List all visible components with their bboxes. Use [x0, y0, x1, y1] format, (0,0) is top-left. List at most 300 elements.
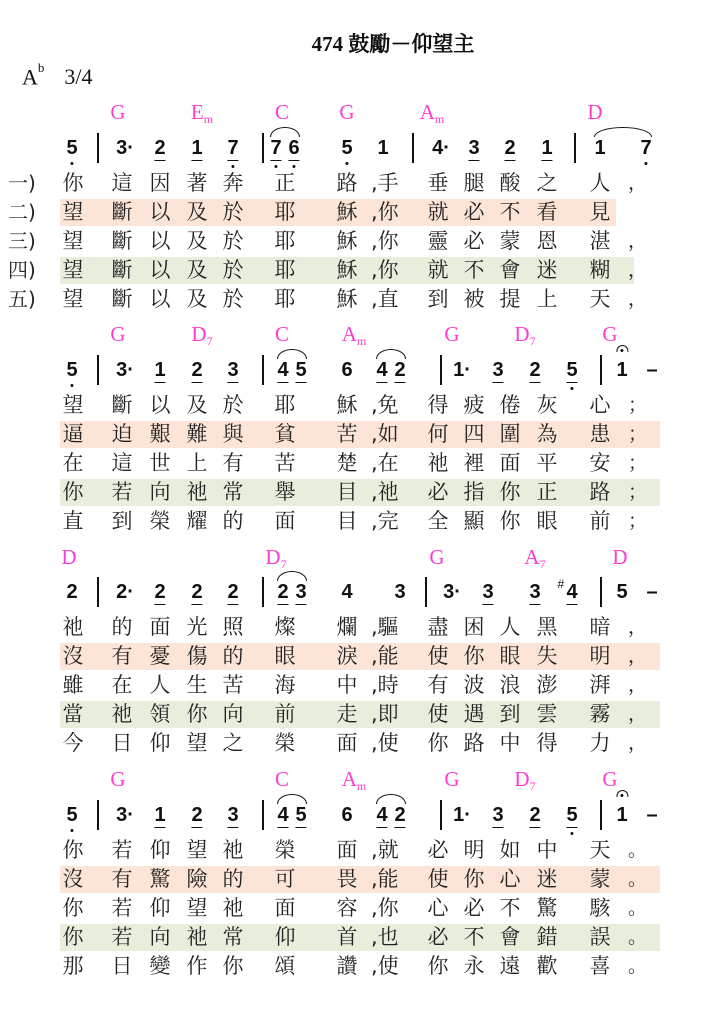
lyric-char: 的	[111, 615, 133, 639]
lyric-char: 於	[222, 229, 244, 253]
chord-root: C	[274, 767, 290, 791]
lyric-char: 在	[62, 451, 84, 475]
note-digit: 1	[616, 359, 627, 381]
lyric-char: 人	[499, 615, 521, 639]
lyric-char: 必	[463, 229, 485, 253]
lyric-char: ,你	[371, 258, 399, 282]
note	[566, 804, 577, 826]
lyric-char: 這	[111, 451, 133, 475]
lyric-char: 於	[222, 200, 244, 224]
lyric-char: 穌	[336, 200, 358, 224]
lyric-char: 若	[111, 896, 133, 920]
note-digit: 3	[492, 359, 504, 381]
lyric-char: 波	[463, 673, 485, 697]
chord-symbol	[110, 100, 125, 125]
lyric-char: 面	[149, 615, 171, 639]
note-digit: 3	[482, 581, 494, 603]
chord-quality: 7	[280, 557, 287, 571]
lyric-char: 爛	[336, 615, 358, 639]
chord-root: G	[110, 767, 126, 791]
chord-symbol	[602, 322, 617, 347]
lyric-char: 目	[336, 509, 358, 533]
note-digit: 7	[640, 137, 651, 159]
bar-line	[600, 800, 602, 830]
chord-root: C	[274, 100, 290, 124]
key-accidental: b	[37, 60, 45, 75]
lyric-char: 困	[463, 615, 485, 639]
lyric-char: 天	[589, 287, 611, 311]
lower-octave-dot-icon	[571, 387, 574, 390]
chord-symbol	[514, 322, 535, 349]
lyric-char: 於	[222, 393, 244, 417]
lyric-punctuation: ，	[628, 616, 648, 638]
note	[341, 804, 352, 826]
lyric-char: 澎	[536, 673, 558, 697]
lyric-char: 你	[463, 644, 485, 668]
lyric-char: ,時	[371, 673, 399, 697]
lyric-char: 及	[186, 393, 208, 417]
note	[154, 804, 165, 826]
chord-quality: 7	[206, 334, 213, 348]
lyric-char: 向	[222, 702, 244, 726]
chord-symbol	[275, 322, 289, 347]
chord-root: D	[191, 322, 207, 346]
note	[227, 581, 238, 603]
note-digit: 3	[295, 581, 307, 603]
lyric-char: 苦	[336, 422, 358, 446]
lyric-punctuation: ；	[628, 394, 648, 416]
note-digit: 3	[394, 581, 406, 603]
lyric-punctuation: ，	[628, 172, 648, 194]
lyric-char: 路	[336, 171, 358, 195]
lyric-char: 你	[222, 954, 244, 978]
lyric-char: 這	[111, 171, 133, 195]
lyric-char: 垂	[427, 171, 449, 195]
chord-root: C	[274, 322, 290, 346]
note	[468, 137, 479, 159]
note	[341, 137, 352, 159]
lyric-char: 糊	[589, 258, 611, 282]
lyric-char: ,你	[371, 229, 399, 253]
note-digit: 5	[341, 137, 352, 159]
lyric-char: 灰	[536, 393, 558, 417]
lyric-char: 你	[499, 509, 521, 533]
note	[191, 137, 202, 159]
lyric-char: 到	[499, 702, 521, 726]
chord-symbol	[612, 545, 627, 570]
lyric-char: ,即	[371, 702, 399, 726]
note	[277, 581, 288, 603]
note-digit: 2	[191, 804, 203, 826]
chord-symbol	[191, 322, 212, 349]
note	[616, 804, 627, 826]
note	[616, 581, 627, 603]
note-digit: 3·	[116, 137, 134, 159]
tie-arc-icon	[594, 127, 652, 137]
note	[394, 359, 405, 381]
lyric-char: 望	[62, 229, 84, 253]
note-digit: 2	[529, 804, 541, 826]
note-digit: 2·	[116, 581, 134, 603]
note-digit: 6	[288, 137, 299, 161]
lyric-char: 之	[536, 171, 558, 195]
lyric-char: 常	[222, 925, 244, 949]
lyric-char: 得	[427, 393, 449, 417]
note-digit: 3·	[116, 359, 134, 381]
note-digit: 7	[270, 137, 281, 161]
note-digit: 2	[394, 359, 406, 381]
key-signature	[22, 60, 93, 90]
lyric-char: 你	[463, 867, 485, 891]
chord-quality: m	[356, 334, 367, 348]
lyric-char: 逼	[62, 422, 84, 446]
note	[492, 359, 503, 381]
lyric-punctuation: ；	[628, 510, 648, 532]
lyric-char: 迷	[536, 867, 558, 891]
lyric-char: 耶	[274, 393, 296, 417]
lyric-char: 沒	[62, 867, 84, 891]
lower-octave-dot-icon	[645, 162, 648, 165]
lyric-char: 的	[222, 509, 244, 533]
lyric-char: 到	[427, 287, 449, 311]
chord-root: D	[61, 545, 77, 569]
lyric-char: 榮	[274, 838, 296, 862]
lyric-char: 人	[589, 171, 611, 195]
lyric-char: 上	[536, 287, 558, 311]
lyric-char: ,你	[371, 896, 399, 920]
bar-line	[97, 577, 99, 607]
note-digit: 5	[616, 581, 628, 603]
lyric-char: 明	[589, 644, 611, 668]
note	[432, 137, 450, 159]
lyric-char: 淚	[336, 644, 358, 668]
chord-symbol	[429, 545, 444, 570]
lyric-char: 作	[186, 954, 208, 978]
lyric-char: 靈	[427, 229, 449, 253]
lower-octave-dot-icon	[293, 165, 296, 168]
lyric-char: ,在	[371, 451, 399, 475]
lyric-char: ,手	[371, 171, 399, 195]
lyric-char: 為	[536, 422, 558, 446]
note-digit: 5	[295, 804, 307, 826]
lower-octave-dot-icon	[71, 829, 74, 832]
lower-octave-dot-icon	[571, 832, 574, 835]
lyric-char: 耶	[274, 258, 296, 282]
lyric-char: ,使	[371, 954, 399, 978]
note	[529, 359, 540, 381]
lyric-char: 奔	[222, 171, 244, 195]
lyric-char: 穌	[336, 393, 358, 417]
lyric-char: 中	[336, 673, 358, 697]
verse-number: 五)	[8, 287, 36, 311]
note	[116, 359, 134, 381]
lyric-char: 憂	[149, 644, 171, 668]
note-digit: 3	[492, 804, 504, 826]
lyric-char: 穌	[336, 229, 358, 253]
lyric-char: 可	[274, 867, 296, 891]
chord-quality: m	[356, 779, 367, 793]
note	[453, 804, 471, 826]
lyric-char: 若	[111, 838, 133, 862]
lyric-char: 楚	[336, 451, 358, 475]
lyric-char: 常	[222, 480, 244, 504]
lyric-char: 駭	[589, 896, 611, 920]
lyric-char: 湛	[589, 229, 611, 253]
lyric-char: 生	[186, 673, 208, 697]
lyric-char: 不	[499, 200, 521, 224]
note-digit: 1	[616, 804, 627, 826]
lyric-char: 霧	[589, 702, 611, 726]
note-digit: 2	[191, 581, 203, 603]
chord-symbol	[444, 767, 459, 792]
lyric-punctuation: 。	[628, 926, 648, 948]
chord-symbol	[265, 545, 286, 572]
lyric-char: 你	[186, 702, 208, 726]
lyric-char: 前	[274, 702, 296, 726]
note	[566, 359, 577, 381]
bar-line	[425, 577, 427, 607]
lyric-char: 今	[62, 731, 84, 755]
lyric-char: 照	[222, 615, 244, 639]
note-digit: 2	[529, 359, 541, 381]
lyric-char: 以	[149, 393, 171, 417]
lyric-char: 提	[499, 287, 521, 311]
lyric-char: 艱	[149, 422, 171, 446]
chord-root: A	[524, 545, 540, 569]
lyric-char: 顯	[463, 509, 485, 533]
lyric-char: 仰	[274, 925, 296, 949]
note-digit: 2	[227, 581, 239, 603]
note-digit: 6	[341, 804, 353, 826]
tie-arc-icon	[376, 349, 406, 359]
sustain-dash: –	[646, 804, 658, 826]
lyric-char: 著	[186, 171, 208, 195]
lyric-char: 苦	[222, 673, 244, 697]
lyric-char: 望	[62, 258, 84, 282]
lyric-char: 誤	[589, 925, 611, 949]
note	[529, 804, 540, 826]
note	[227, 359, 238, 381]
lyric-char: 舉	[274, 480, 296, 504]
lyric-char: 心	[427, 896, 449, 920]
lyric-char: 四	[463, 422, 485, 446]
lyric-char: 有	[427, 673, 449, 697]
note-digit: 4	[341, 581, 353, 603]
lyric-char: 祂	[222, 896, 244, 920]
chord-symbol	[602, 767, 617, 792]
lyric-char: ,驅	[371, 615, 399, 639]
lyric-char: 你	[62, 171, 84, 195]
lyric-char: 恩	[536, 229, 558, 253]
lyric-char: 望	[62, 287, 84, 311]
lyric-char: 必	[463, 200, 485, 224]
chord-quality: m	[203, 112, 214, 126]
lyric-char: 直	[62, 509, 84, 533]
lyric-char: 變	[149, 954, 171, 978]
lyric-char: 路	[463, 731, 485, 755]
note-digit: 1	[377, 137, 389, 159]
lyric-char: ,就	[371, 838, 399, 862]
lyric-char: 若	[111, 925, 133, 949]
lyric-punctuation: ；	[628, 481, 648, 503]
chord-symbol	[275, 100, 289, 125]
lyric-char: 酸	[499, 171, 521, 195]
lyric-punctuation: ，	[628, 645, 648, 667]
bar-line	[600, 355, 602, 385]
lyric-char: 耀	[186, 509, 208, 533]
verse-number: 四)	[8, 258, 36, 282]
lyric-char: 望	[186, 731, 208, 755]
sharp-icon: #	[557, 577, 565, 591]
lyric-char: 斷	[111, 258, 133, 282]
note	[227, 804, 238, 826]
lyric-char: 畏	[336, 867, 358, 891]
note	[443, 581, 461, 603]
note-digit: 3	[529, 581, 541, 603]
note	[341, 581, 352, 603]
chord-root: A	[419, 100, 435, 124]
lyric-char: 力	[589, 731, 611, 755]
note-digit: 2	[277, 581, 289, 603]
chord-root: G	[110, 322, 126, 346]
lyric-char: 穌	[336, 287, 358, 311]
note	[295, 804, 306, 826]
note-digit: 5	[566, 359, 577, 383]
note	[191, 359, 202, 381]
lyric-char: 迷	[536, 258, 558, 282]
lyric-char: 永	[463, 954, 485, 978]
lyric-char: 仰	[149, 896, 171, 920]
note	[492, 804, 503, 826]
lyric-char: 指	[463, 480, 485, 504]
note	[377, 137, 388, 159]
chord-root: G	[339, 100, 355, 124]
lyric-punctuation: ，	[628, 288, 648, 310]
note	[594, 137, 605, 159]
note	[529, 581, 540, 603]
note	[557, 577, 578, 603]
lyric-char: 會	[499, 925, 521, 949]
lyric-char: 面	[336, 838, 358, 862]
note-digit: 5	[566, 804, 577, 828]
lyric-char: 雲	[536, 702, 558, 726]
lyric-char: 有	[111, 867, 133, 891]
lyric-char: 心	[499, 867, 521, 891]
lyric-char: 路	[589, 480, 611, 504]
lyric-char: 面	[499, 451, 521, 475]
lyric-char: 不	[499, 896, 521, 920]
lyric-char: 仰	[149, 838, 171, 862]
lyric-char: 正	[274, 171, 296, 195]
lyric-char: 不	[463, 925, 485, 949]
lower-octave-dot-icon	[275, 165, 278, 168]
lyric-char: 疲	[463, 393, 485, 417]
lyric-char: 你	[427, 954, 449, 978]
chord-symbol	[444, 322, 459, 347]
sustain-dash: –	[646, 359, 658, 381]
lyric-char: 斷	[111, 200, 133, 224]
note	[116, 804, 134, 826]
note	[295, 581, 306, 603]
lyric-char: 你	[499, 480, 521, 504]
chord-symbol	[420, 100, 445, 127]
lyric-char: ,直	[371, 287, 399, 311]
lyric-punctuation: ，	[628, 732, 648, 754]
chord-symbol	[342, 322, 367, 349]
chord-symbol	[587, 100, 602, 125]
lyric-char: 上	[186, 451, 208, 475]
lyric-char: 心	[589, 393, 611, 417]
lyric-char: 面	[274, 509, 296, 533]
lyric-char: 腿	[463, 171, 485, 195]
note-digit: 4	[376, 804, 388, 826]
verse-number: 一)	[8, 171, 36, 195]
lyric-char: 你	[62, 838, 84, 862]
lyric-char: ,如	[371, 422, 399, 446]
lyric-punctuation: ，	[628, 259, 648, 281]
note	[341, 359, 352, 381]
note-digit: 5	[66, 359, 77, 381]
lyric-char: 望	[186, 838, 208, 862]
bar-line	[440, 800, 442, 830]
note-digit: 1	[154, 804, 166, 826]
lyric-char: 驚	[536, 896, 558, 920]
lyric-char: 必	[427, 480, 449, 504]
lyric-char: 前	[589, 509, 611, 533]
lyric-char: 仰	[149, 731, 171, 755]
lyric-punctuation: 。	[628, 897, 648, 919]
lyric-char: 人	[149, 673, 171, 697]
lyric-char: 迫	[111, 422, 133, 446]
lyric-char: 因	[149, 171, 171, 195]
lyric-char: 看	[536, 200, 558, 224]
lyric-char: 領	[149, 702, 171, 726]
note	[66, 137, 77, 159]
lyric-char: 祂	[111, 702, 133, 726]
bar-line	[600, 577, 602, 607]
chord-root: D	[612, 545, 628, 569]
chord-root: D	[587, 100, 603, 124]
lyric-char: ,免	[371, 393, 399, 417]
tie-arc-icon	[277, 794, 307, 804]
note	[66, 804, 77, 826]
lyric-char: 苦	[274, 451, 296, 475]
lyric-char: ,也	[371, 925, 399, 949]
lyric-char: ,完	[371, 509, 399, 533]
lyric-char: 安	[589, 451, 611, 475]
chord-root: G	[444, 767, 460, 791]
bar-line	[440, 355, 442, 385]
note-digit: 4	[376, 359, 388, 381]
lyric-char: ,能	[371, 867, 399, 891]
lyric-char: 祂	[222, 838, 244, 862]
lyric-char: 就	[427, 200, 449, 224]
lyric-char: 使	[427, 702, 449, 726]
chord-quality: 7	[539, 557, 546, 571]
lyric-char: 於	[222, 287, 244, 311]
lyric-char: 耶	[274, 287, 296, 311]
lyric-char: 必	[427, 838, 449, 862]
lyric-char: 暗	[589, 615, 611, 639]
bar-line	[262, 355, 264, 385]
chord-symbol	[514, 767, 535, 794]
sustain-dash: –	[646, 581, 658, 603]
note	[66, 359, 77, 381]
lyric-char: 倦	[499, 393, 521, 417]
verse-number: 二)	[8, 200, 36, 224]
chord-root: G	[602, 767, 618, 791]
lyric-char: 不	[463, 258, 485, 282]
